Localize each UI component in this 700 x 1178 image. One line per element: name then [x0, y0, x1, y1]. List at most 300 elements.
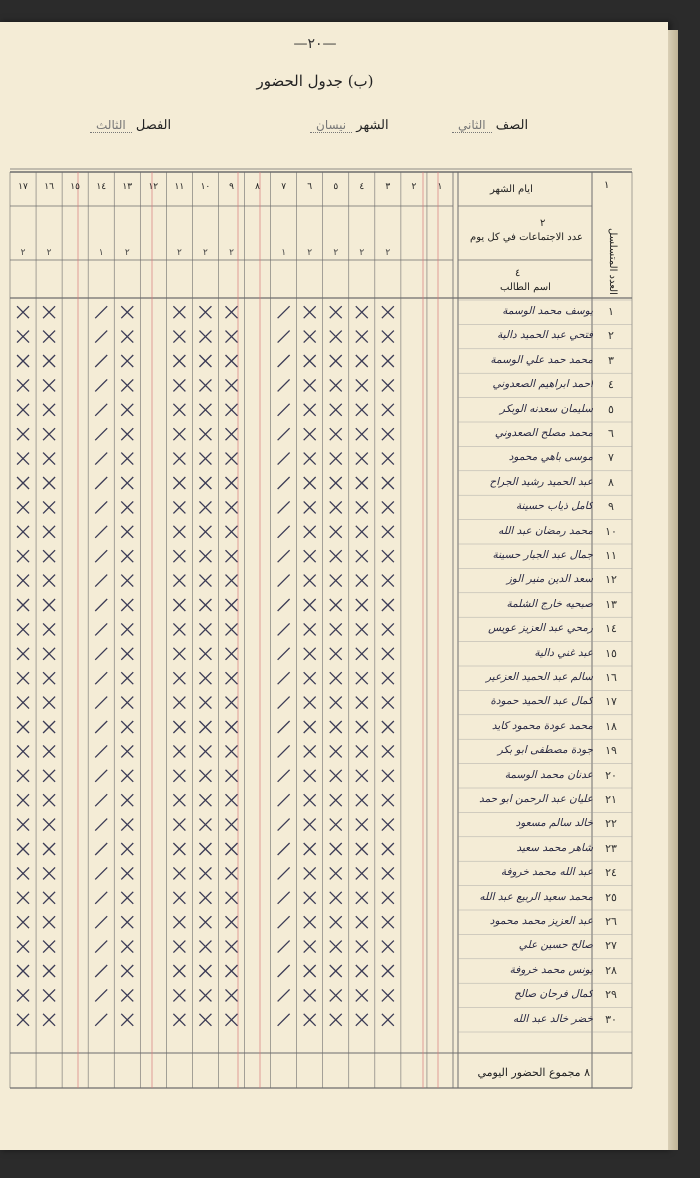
month-value: نيسان: [310, 118, 352, 133]
attendance-mark-x: [199, 867, 211, 879]
student-name: يونس محمد خروفة: [509, 963, 593, 976]
attendance-mark-x: [199, 477, 211, 489]
student-name: محمد عودة محمود كايد: [491, 719, 593, 732]
attendance-mark-slash: [278, 745, 290, 757]
student-name: سليمان سعدنه الوبكر: [499, 402, 593, 415]
student-name: عبد العزيز محمد محمود: [489, 915, 593, 927]
attendance-mark-x: [356, 331, 368, 343]
attendance-mark-slash: [95, 355, 107, 367]
attendance-mark-x: [173, 550, 185, 562]
student-name: خالد سالم مسعود: [515, 817, 593, 830]
attendance-mark-x: [330, 428, 342, 440]
attendance-mark-x: [330, 916, 342, 928]
attendance-mark-x: [121, 623, 133, 635]
attendance-mark-x: [17, 623, 29, 635]
attendance-mark-x: [173, 941, 185, 953]
daily-total-label: ٨ مجموع الحضور اليومي: [477, 1066, 590, 1079]
attendance-mark-slash: [95, 379, 107, 391]
attendance-mark-x: [382, 306, 394, 318]
serial-number: ١١: [605, 549, 617, 562]
attendance-mark-slash: [278, 331, 290, 343]
attendance-mark-x: [226, 550, 238, 562]
attendance-mark-x: [356, 916, 368, 928]
attendance-mark-x: [43, 575, 55, 587]
student-name: محمد مصلح الصعدوني: [494, 427, 593, 439]
term-label: الفصل: [135, 118, 172, 133]
month-label: الشهر: [356, 118, 389, 133]
attendance-mark-x: [173, 477, 185, 489]
attendance-mark-x: [330, 697, 342, 709]
attendance-mark-x: [121, 428, 133, 440]
attendance-mark-x: [17, 575, 29, 587]
attendance-mark-x: [43, 721, 55, 733]
student-name: محمد رمضان عبد الله: [498, 524, 593, 537]
attendance-mark-x: [356, 892, 368, 904]
attendance-mark-x: [304, 599, 316, 611]
attendance-mark-x: [173, 306, 185, 318]
attendance-mark-x: [121, 819, 133, 831]
attendance-mark-x: [121, 331, 133, 343]
attendance-mark-x: [121, 501, 133, 513]
day-number: ١٦: [44, 182, 54, 192]
attendance-mark-x: [226, 404, 238, 416]
attendance-mark-slash: [278, 623, 290, 635]
attendance-mark-slash: [278, 867, 290, 879]
attendance-mark-x: [356, 648, 368, 660]
attendance-mark-x: [121, 989, 133, 1001]
attendance-mark-x: [356, 989, 368, 1001]
student-name: شاهر محمد سعيد: [516, 841, 593, 854]
day-number: ١١: [174, 182, 185, 192]
attendance-mark-x: [382, 331, 394, 343]
attendance-mark-x: [121, 575, 133, 587]
attendance-mark-x: [17, 379, 29, 391]
attendance-mark-x: [121, 550, 133, 562]
attendance-mark-x: [330, 599, 342, 611]
class-value: الثاني: [452, 118, 492, 133]
attendance-mark-x: [356, 721, 368, 733]
attendance-mark-slash: [278, 428, 290, 440]
attendance-mark-x: [226, 867, 238, 879]
attendance-mark-x: [382, 575, 394, 587]
attendance-mark-x: [199, 916, 211, 928]
attendance-mark-slash: [278, 575, 290, 587]
attendance-mark-x: [330, 867, 342, 879]
attendance-mark-x: [382, 648, 394, 660]
attendance-mark-x: [304, 721, 316, 733]
attendance-mark-x: [173, 794, 185, 806]
attendance-mark-x: [330, 819, 342, 831]
attendance-mark-x: [382, 697, 394, 709]
attendance-mark-x: [43, 819, 55, 831]
attendance-mark-x: [199, 941, 211, 953]
attendance-mark-x: [199, 428, 211, 440]
attendance-mark-slash: [95, 843, 107, 855]
attendance-mark-x: [226, 745, 238, 757]
attendance-mark-x: [43, 623, 55, 635]
attendance-mark-x: [43, 672, 55, 684]
attendance-mark-x: [356, 770, 368, 782]
attendance-mark-x: [330, 575, 342, 587]
attendance-mark-x: [121, 867, 133, 879]
attendance-mark-slash: [95, 697, 107, 709]
attendance-mark-x: [173, 965, 185, 977]
attendance-mark-slash: [278, 892, 290, 904]
attendance-mark-x: [43, 1014, 55, 1026]
attendance-mark-x: [304, 428, 316, 440]
attendance-mark-x: [199, 453, 211, 465]
meeting-count: ٢: [229, 248, 234, 258]
attendance-mark-x: [226, 989, 238, 1001]
attendance-mark-x: [226, 501, 238, 513]
day-number: ٨: [255, 182, 260, 192]
serial-number: ٢٩: [605, 988, 617, 1002]
attendance-mark-x: [226, 672, 238, 684]
attendance-mark-slash: [95, 1014, 107, 1026]
attendance-mark-x: [304, 819, 316, 831]
attendance-mark-x: [121, 721, 133, 733]
attendance-mark-x: [226, 941, 238, 953]
attendance-mark-x: [356, 941, 368, 953]
attendance-mark-x: [199, 501, 211, 513]
student-name: يوسف محمد الوسمة: [502, 305, 593, 317]
attendance-mark-slash: [278, 501, 290, 513]
attendance-mark-slash: [95, 672, 107, 684]
attendance-mark-x: [121, 770, 133, 782]
meeting-count: ٢: [385, 248, 391, 258]
student-name: كامل ذياب حسينة: [516, 500, 593, 513]
attendance-mark-slash: [95, 477, 107, 489]
attendance-mark-x: [304, 526, 316, 538]
meeting-count: ١: [281, 248, 287, 258]
serial-number: ٧: [608, 451, 614, 465]
day-number: ١٠: [200, 182, 211, 192]
student-name: كمال فرحان صالح: [514, 988, 593, 1001]
attendance-mark-slash: [278, 1014, 290, 1026]
attendance-mark-slash: [278, 453, 290, 465]
attendance-mark-x: [304, 941, 316, 953]
attendance-mark-slash: [278, 843, 290, 855]
attendance-mark-x: [43, 599, 55, 611]
attendance-mark-x: [226, 306, 238, 318]
attendance-mark-slash: [95, 989, 107, 1001]
serial-number: ٢٠: [605, 768, 617, 782]
attendance-mark-x: [199, 355, 211, 367]
attendance-mark-x: [121, 379, 133, 391]
attendance-mark-x: [173, 648, 185, 660]
attendance-mark-x: [43, 867, 55, 879]
attendance-mark-slash: [278, 404, 290, 416]
serial-number: ١٥: [605, 646, 617, 660]
attendance-mark-x: [17, 526, 29, 538]
serial-number: ٨: [608, 475, 614, 489]
attendance-mark-x: [304, 623, 316, 635]
attendance-mark-x: [43, 843, 55, 855]
attendance-mark-x: [199, 697, 211, 709]
attendance-mark-x: [304, 892, 316, 904]
attendance-mark-slash: [95, 916, 107, 928]
day-number: ٥: [333, 182, 339, 192]
attendance-mark-x: [330, 379, 342, 391]
attendance-mark-x: [121, 672, 133, 684]
student-name: عليان عبد الرحمن ابو حمد: [479, 793, 593, 805]
attendance-mark-x: [199, 672, 211, 684]
attendance-mark-x: [330, 550, 342, 562]
attendance-mark-x: [330, 941, 342, 953]
attendance-mark-x: [382, 1014, 394, 1026]
meeting-count: ٢: [307, 248, 313, 258]
attendance-mark-x: [356, 550, 368, 562]
attendance-mark-x: [382, 477, 394, 489]
attendance-mark-slash: [95, 404, 107, 416]
attendance-mark-x: [173, 599, 185, 611]
attendance-mark-x: [330, 721, 342, 733]
attendance-mark-x: [17, 770, 29, 782]
attendance-mark-x: [43, 770, 55, 782]
attendance-mark-x: [43, 526, 55, 538]
attendance-mark-slash: [278, 721, 290, 733]
attendance-mark-x: [304, 501, 316, 513]
attendance-mark-x: [17, 965, 29, 977]
attendance-mark-slash: [278, 550, 290, 562]
attendance-mark-x: [330, 892, 342, 904]
attendance-mark-x: [356, 867, 368, 879]
attendance-mark-x: [382, 941, 394, 953]
attendance-mark-x: [199, 526, 211, 538]
attendance-mark-x: [226, 526, 238, 538]
attendance-mark-x: [304, 477, 316, 489]
attendance-mark-x: [356, 965, 368, 977]
attendance-mark-x: [173, 1014, 185, 1026]
attendance-mark-x: [43, 355, 55, 367]
meeting-count: ٢: [203, 248, 208, 258]
student-name: محمد سعيد الربيع عبد الله: [479, 890, 593, 903]
student-name: محمد حمد علي الوسمة: [490, 353, 593, 366]
attendance-mark-x: [17, 941, 29, 953]
attendance-mark-slash: [278, 477, 290, 489]
attendance-mark-x: [304, 453, 316, 465]
attendance-mark-x: [356, 819, 368, 831]
attendance-mark-x: [226, 648, 238, 660]
attendance-mark-x: [17, 404, 29, 416]
day-number: ١٤: [96, 182, 107, 192]
attendance-mark-x: [17, 331, 29, 343]
attendance-mark-x: [304, 355, 316, 367]
attendance-mark-x: [226, 599, 238, 611]
attendance-mark-x: [199, 306, 211, 318]
attendance-mark-x: [304, 867, 316, 879]
student-name: خضر خالد عبد الله: [513, 1012, 593, 1025]
attendance-mark-x: [226, 721, 238, 733]
attendance-mark-x: [43, 306, 55, 318]
attendance-mark-slash: [95, 721, 107, 733]
attendance-mark-x: [382, 745, 394, 757]
attendance-mark-x: [121, 697, 133, 709]
attendance-mark-x: [43, 550, 55, 562]
student-name: صالح حسين علي: [518, 939, 593, 952]
attendance-mark-x: [304, 989, 316, 1001]
day-number: ١٧: [18, 182, 28, 192]
attendance-mark-x: [17, 697, 29, 709]
attendance-mark-x: [199, 892, 211, 904]
meetings-header: عدد الاجتماعات في كل يوم: [470, 232, 583, 243]
attendance-mark-x: [382, 843, 394, 855]
attendance-mark-slash: [278, 794, 290, 806]
attendance-mark-slash: [278, 355, 290, 367]
attendance-mark-x: [226, 697, 238, 709]
attendance-mark-x: [17, 1014, 29, 1026]
page-number: —٢٠—: [293, 36, 337, 52]
serial-number: ٦: [608, 427, 614, 440]
student-name: رمحي عبد العزيز عويس: [488, 622, 593, 635]
attendance-mark-slash: [95, 306, 107, 318]
attendance-mark-x: [382, 770, 394, 782]
attendance-mark-x: [173, 404, 185, 416]
attendance-mark-x: [199, 770, 211, 782]
attendance-mark-x: [330, 306, 342, 318]
student-name: عبد غني دالية: [534, 646, 593, 659]
attendance-mark-x: [199, 745, 211, 757]
attendance-mark-x: [226, 575, 238, 587]
attendance-mark-x: [330, 965, 342, 977]
attendance-mark-slash: [95, 575, 107, 587]
attendance-mark-x: [173, 843, 185, 855]
attendance-mark-x: [356, 526, 368, 538]
attendance-mark-slash: [278, 770, 290, 782]
attendance-mark-x: [17, 892, 29, 904]
attendance-mark-slash: [278, 599, 290, 611]
attendance-mark-x: [17, 501, 29, 513]
attendance-mark-x: [330, 404, 342, 416]
attendance-mark-x: [382, 550, 394, 562]
serial-number: ٢٤: [605, 866, 617, 880]
attendance-mark-x: [121, 306, 133, 318]
attendance-mark-x: [173, 892, 185, 904]
serial-number: ٢٣: [605, 841, 617, 855]
student-header-number: ٤: [515, 268, 521, 279]
attendance-mark-x: [382, 916, 394, 928]
attendance-mark-slash: [278, 648, 290, 660]
student-name: كمال عبد الحميد حمودة: [490, 695, 593, 708]
meeting-count: ٢: [124, 248, 130, 258]
attendance-mark-x: [330, 843, 342, 855]
attendance-mark-slash: [95, 501, 107, 513]
class-label: الصف: [495, 118, 529, 133]
attendance-mark-x: [330, 331, 342, 343]
meeting-count: ٢: [333, 248, 339, 258]
meeting-count: ٢: [20, 248, 26, 258]
attendance-mark-x: [382, 501, 394, 513]
attendance-mark-x: [304, 379, 316, 391]
attendance-mark-x: [330, 648, 342, 660]
day-number: ١٥: [70, 182, 80, 192]
attendance-mark-slash: [95, 331, 107, 343]
serial-number: ١٦: [605, 671, 617, 684]
attendance-mark-x: [356, 379, 368, 391]
attendance-mark-x: [199, 819, 211, 831]
student-name: صبحيه خارج الشلمة: [506, 597, 593, 610]
attendance-mark-x: [43, 989, 55, 1001]
serial-number: ١٣: [605, 597, 617, 611]
attendance-mark-slash: [95, 623, 107, 635]
attendance-mark-x: [121, 1014, 133, 1026]
attendance-mark-x: [17, 819, 29, 831]
attendance-mark-x: [43, 745, 55, 757]
attendance-mark-x: [17, 599, 29, 611]
attendance-mark-x: [382, 623, 394, 635]
attendance-mark-slash: [95, 550, 107, 562]
serial-number: ٤: [608, 378, 614, 392]
attendance-mark-slash: [95, 428, 107, 440]
student-name: عبد الحميد رشيد الجراح: [489, 475, 593, 488]
attendance-mark-slash: [278, 672, 290, 684]
attendance-mark-x: [330, 453, 342, 465]
attendance-mark-x: [356, 404, 368, 416]
attendance-mark-x: [43, 453, 55, 465]
attendance-mark-x: [226, 794, 238, 806]
attendance-mark-x: [382, 379, 394, 391]
attendance-mark-x: [121, 892, 133, 904]
student-name: سالم عبد الحميد العزعير: [486, 671, 593, 683]
attendance-mark-x: [330, 501, 342, 513]
attendance-mark-x: [330, 672, 342, 684]
attendance-mark-slash: [95, 648, 107, 660]
meeting-count: ٢: [46, 248, 52, 258]
attendance-mark-x: [382, 965, 394, 977]
attendance-mark-x: [199, 550, 211, 562]
attendance-mark-x: [17, 794, 29, 806]
attendance-mark-x: [43, 892, 55, 904]
attendance-mark-x: [304, 404, 316, 416]
day-number: ١: [437, 182, 443, 192]
attendance-mark-x: [17, 306, 29, 318]
attendance-mark-x: [173, 575, 185, 587]
attendance-mark-slash: [95, 770, 107, 782]
attendance-mark-slash: [278, 819, 290, 831]
student-name: موسى باهي محمود: [508, 451, 593, 464]
attendance-mark-x: [330, 355, 342, 367]
attendance-mark-x: [226, 379, 238, 391]
attendance-mark-x: [43, 794, 55, 806]
day-number: ٢: [411, 182, 417, 192]
attendance-mark-x: [356, 672, 368, 684]
attendance-mark-x: [382, 892, 394, 904]
student-name: فتحي عبد الحميد دالية: [497, 329, 593, 342]
attendance-mark-x: [304, 575, 316, 587]
attendance-mark-slash: [95, 819, 107, 831]
day-number: ٧: [281, 182, 287, 192]
attendance-mark-x: [304, 331, 316, 343]
serial-number: ٢١: [605, 793, 617, 806]
attendance-mark-slash: [278, 941, 290, 953]
attendance-mark-x: [356, 501, 368, 513]
page-title: (ب) جدول الحضور: [256, 72, 374, 90]
attendance-mark-x: [226, 453, 238, 465]
attendance-mark-x: [43, 404, 55, 416]
serial-number: ١٩: [605, 744, 617, 758]
attendance-mark-x: [121, 404, 133, 416]
attendance-mark-x: [226, 623, 238, 635]
attendance-mark-x: [43, 941, 55, 953]
attendance-mark-x: [199, 648, 211, 660]
attendance-mark-x: [382, 404, 394, 416]
attendance-mark-x: [43, 379, 55, 391]
serial-number: ١٤: [605, 622, 617, 636]
attendance-mark-x: [121, 843, 133, 855]
attendance-mark-x: [43, 965, 55, 977]
attendance-mark-x: [304, 745, 316, 757]
attendance-mark-x: [226, 770, 238, 782]
